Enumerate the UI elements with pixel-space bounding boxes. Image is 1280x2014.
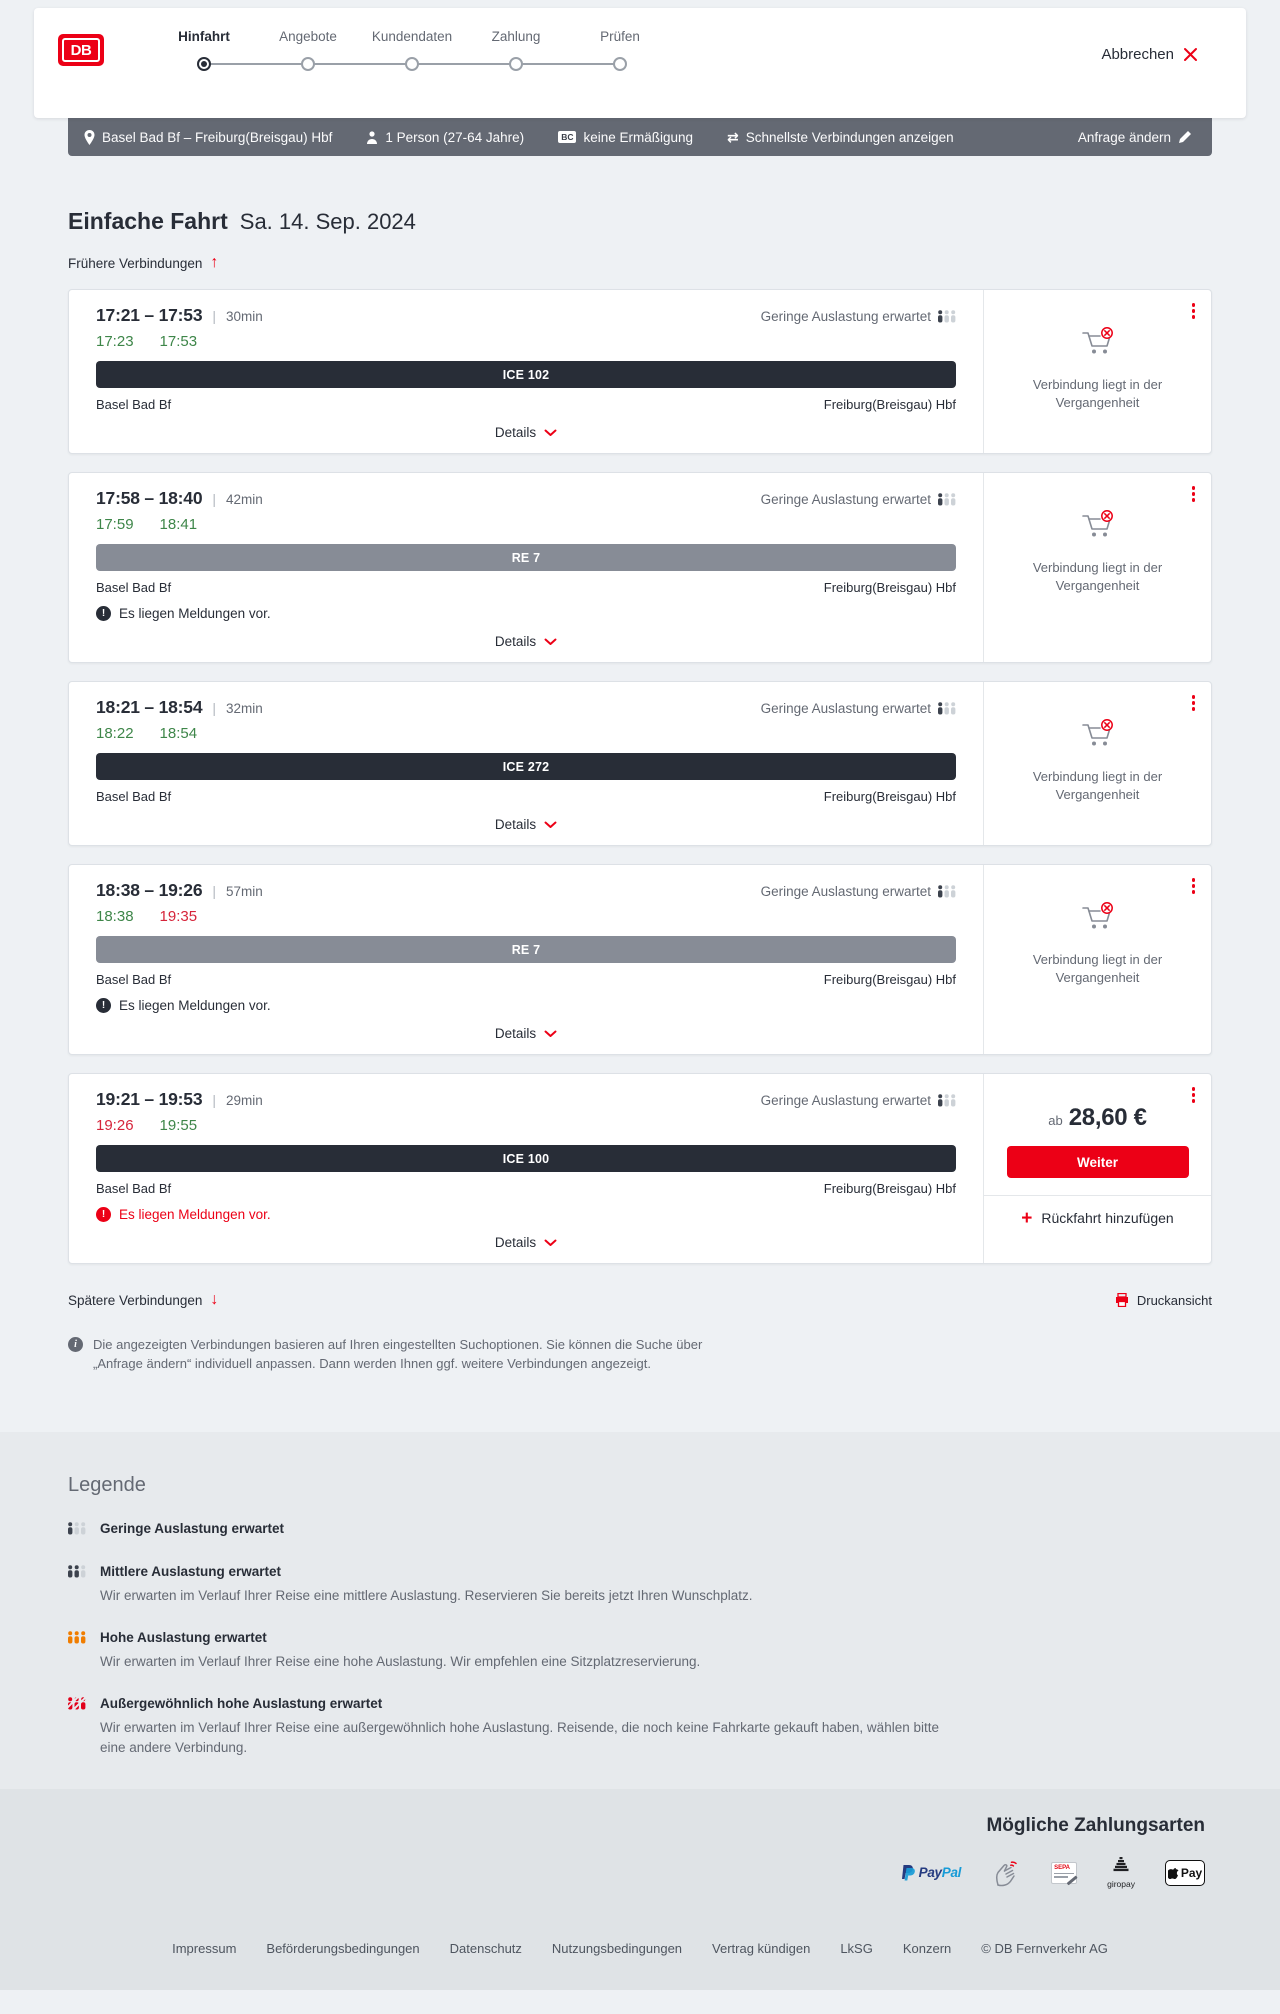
cancel-button[interactable] <box>1101 46 1198 63</box>
occupancy-indicator <box>761 492 956 507</box>
connection-details <box>69 682 983 845</box>
duration: 42min <box>226 492 263 507</box>
route-summary <box>84 130 332 145</box>
realtime-row <box>96 725 956 742</box>
cart-crossed-icon <box>1080 718 1116 750</box>
departure-station: Basel Bad Bf <box>96 972 172 987</box>
occupancy-indicator <box>761 884 956 899</box>
occupancy-icon <box>68 1565 86 1578</box>
occupancy-label: Geringe Auslastung erwartet <box>760 492 931 507</box>
duration: 57min <box>226 884 263 899</box>
departure-station: Basel Bad Bf <box>96 1181 172 1196</box>
message-text: Es liegen Meldungen vor. <box>119 1207 271 1222</box>
cancel-label: Abbrechen <box>1101 46 1174 63</box>
later-connections-label: Spätere Verbindungen <box>68 1292 203 1308</box>
train-segment-bar[interactable]: ICE 272 <box>96 753 956 780</box>
card-menu-button[interactable] <box>1189 483 1199 505</box>
connection-card-2 <box>68 472 1212 663</box>
payment-methods-title: Mögliche Zahlungsarten <box>986 1814 1205 1836</box>
departure-station: Basel Bad Bf <box>96 397 172 412</box>
realtime-row <box>96 908 956 925</box>
price-prefix: ab <box>1048 1113 1063 1128</box>
details-toggle[interactable] <box>495 1235 557 1250</box>
connection-details <box>69 473 983 662</box>
legend-item-label: Mittlere Auslastung erwartet <box>100 1563 282 1579</box>
legend-item-label: Geringe Auslastung erwartet <box>100 1520 285 1536</box>
fastest-connections-toggle[interactable] <box>727 130 954 145</box>
step-dot-2 <box>405 57 419 71</box>
page-title: Einfache Fahrt <box>68 208 228 234</box>
duration: 29min <box>226 1093 263 1108</box>
card-menu-button[interactable] <box>1189 875 1199 897</box>
footer-link-1[interactable]: Impressum <box>172 1940 237 1956</box>
cart-crossed-icon <box>1080 509 1116 541</box>
applepay-badge <box>1165 1860 1205 1886</box>
legend-item-mid <box>68 1564 1212 1606</box>
payment-footer-section <box>0 1789 1280 1990</box>
swap-icon: ⇄ <box>727 129 739 145</box>
occupancy-icon <box>938 702 956 715</box>
occupancy-icon <box>68 1697 86 1710</box>
message-text: Es liegen Meldungen vor. <box>119 998 271 1013</box>
connection-message <box>96 998 956 1013</box>
occupancy-icon <box>68 1522 86 1535</box>
paypal-icon <box>901 1864 916 1881</box>
page-header <box>0 0 1280 118</box>
details-toggle[interactable] <box>495 1026 557 1041</box>
details-label: Details <box>494 1235 537 1250</box>
location-pin-icon <box>84 130 95 145</box>
occupancy-indicator <box>761 309 956 324</box>
footer-link-3[interactable]: Datenschutz <box>449 1940 522 1956</box>
card-menu-button[interactable] <box>1189 300 1199 322</box>
legend-item-low <box>68 1521 1212 1540</box>
step-label-1: Angebote <box>279 29 337 44</box>
sepa-icon <box>1051 1862 1077 1884</box>
chevron-down-icon <box>544 429 557 437</box>
realtime-arrival: 17:53 <box>159 333 198 350</box>
connection-list <box>68 289 1212 1264</box>
print-view-label: Druckansicht <box>1136 1292 1212 1308</box>
realtime-departure: 18:38 <box>96 908 134 925</box>
giropay-icon <box>1113 1857 1129 1873</box>
realtime-arrival: 19:35 <box>159 908 198 925</box>
past-connection-label: Verbindung liegt in der Vergangenheit <box>1032 377 1163 410</box>
realtime-arrival: 18:41 <box>159 516 198 533</box>
duration: 30min <box>226 309 263 324</box>
passenger-summary <box>366 130 524 145</box>
db-logo[interactable] <box>58 34 104 66</box>
connection-side-panel <box>983 473 1211 662</box>
credit-card-icon <box>991 1859 1021 1887</box>
details-toggle[interactable] <box>495 817 557 832</box>
occupancy-label: Geringe Auslastung erwartet <box>760 309 931 324</box>
realtime-arrival: 19:55 <box>159 1117 198 1134</box>
paypal-logo <box>901 1864 962 1881</box>
legend-item-veryhigh <box>68 1696 1212 1759</box>
details-toggle[interactable] <box>495 425 557 440</box>
train-segment-bar[interactable]: RE 7 <box>96 544 956 571</box>
occupancy-label: Geringe Auslastung erwartet <box>760 701 931 716</box>
card-menu-button[interactable] <box>1189 692 1199 714</box>
arrow-down-icon: ↓ <box>210 1291 219 1308</box>
details-label: Details <box>494 425 537 440</box>
earlier-connections-button[interactable] <box>68 255 218 271</box>
footer-link-5[interactable]: Vertrag kündigen <box>712 1940 811 1956</box>
occupancy-icon <box>68 1631 86 1644</box>
details-label: Details <box>494 1026 537 1041</box>
departure-station: Basel Bad Bf <box>96 580 172 595</box>
add-return-label: Rückfahrt hinzufügen <box>1041 1210 1174 1226</box>
warning-icon: ! <box>96 998 111 1013</box>
separator: | <box>212 700 217 716</box>
past-connection-box <box>984 682 1211 803</box>
time-range: 18:38 – 19:26 <box>96 880 203 900</box>
connection-card-5 <box>68 1073 1212 1264</box>
payment-methods-row <box>75 1857 1205 1889</box>
separator: | <box>212 1092 217 1108</box>
paypal-text-1: Pay <box>918 1865 942 1881</box>
step-dot-1 <box>301 57 315 71</box>
occupancy-icon <box>938 493 956 506</box>
connection-side-panel <box>983 290 1211 453</box>
message-text: Es liegen Meldungen vor. <box>119 606 271 621</box>
close-icon <box>1183 47 1198 62</box>
occupancy-icon <box>938 310 956 323</box>
footer-link-7[interactable]: Konzern <box>902 1940 952 1956</box>
cart-crossed-icon <box>1080 901 1116 933</box>
time-range: 19:21 – 19:53 <box>96 1089 203 1109</box>
legend-item-label: Außergewöhnlich hohe Auslastung erwartet <box>100 1696 383 1712</box>
chevron-down-icon <box>544 1030 557 1038</box>
past-connection-box <box>984 290 1211 411</box>
legend-item-label: Hohe Auslastung erwartet <box>100 1629 267 1645</box>
occupancy-high-icon <box>68 1630 90 1649</box>
query-summary-bar <box>68 118 1212 156</box>
discount-text: keine Ermäßigung <box>583 129 694 145</box>
legend-title: Legende <box>68 1473 146 1496</box>
footer-link-2[interactable]: Beförderungsbedingungen <box>266 1940 420 1956</box>
past-connection-box <box>984 473 1211 594</box>
price-value: 28,60 € <box>1068 1104 1147 1131</box>
main-content <box>68 208 1212 1374</box>
legend-section <box>0 1432 1280 1789</box>
realtime-arrival: 18:54 <box>159 725 198 742</box>
occupancy-icon <box>938 1094 956 1107</box>
occupancy-indicator <box>761 701 956 716</box>
connection-message <box>96 606 956 621</box>
occupancy-veryhigh-icon <box>68 1696 90 1715</box>
realtime-departure: 18:22 <box>96 725 134 742</box>
connection-side-panel <box>983 865 1211 1054</box>
step-dot-0 <box>197 57 211 71</box>
continue-button[interactable]: Weiter <box>1007 1146 1189 1178</box>
giropay-label: giropay <box>1107 1878 1135 1889</box>
person-icon <box>366 131 378 144</box>
arrival-station: Freiburg(Breisgau) Hbf <box>823 1181 956 1196</box>
legend-item-desc: Wir erwarten im Verlauf Ihrer Reise eine außergewöhnlich hohe Auslastung. Reisende, die noch keine Fahrkarte gekauft haben, wählen bitte eine andere Verbindung. <box>100 1720 939 1756</box>
arrival-station: Freiburg(Breisgau) Hbf <box>823 580 956 595</box>
connection-card-3 <box>68 681 1212 846</box>
applepay-label: Pay <box>1180 1865 1203 1880</box>
occupancy-label: Geringe Auslastung erwartet <box>760 884 931 899</box>
route-text: Basel Bad Bf – Freiburg(Breisgau) Hbf <box>102 129 333 145</box>
arrival-station: Freiburg(Breisgau) Hbf <box>823 789 956 804</box>
realtime-departure: 17:23 <box>96 333 134 350</box>
details-label: Details <box>494 634 537 649</box>
separator: | <box>212 308 217 324</box>
connection-message <box>96 1207 956 1222</box>
legend-item-desc: Wir erwarten im Verlauf Ihrer Reise eine hohe Auslastung. Wir empfehlen eine Sitzplatzreservierung. <box>100 1653 701 1669</box>
footer-link-6[interactable]: LkSG <box>840 1940 873 1956</box>
duration: 32min <box>226 701 263 716</box>
past-connection-box <box>984 865 1211 986</box>
cart-crossed-icon <box>1080 326 1116 358</box>
pencil-icon <box>1178 130 1192 144</box>
train-segment-bar[interactable]: ICE 100 <box>96 1145 956 1172</box>
realtime-departure: 17:59 <box>96 516 134 533</box>
past-connection-label: Verbindung liegt in der Vergangenheit <box>1032 952 1163 985</box>
past-connection-label: Verbindung liegt in der Vergangenheit <box>1032 560 1163 593</box>
price-box <box>984 1074 1211 1178</box>
search-options-hint <box>68 1336 1212 1374</box>
print-view-button[interactable] <box>1115 1293 1212 1308</box>
chevron-down-icon <box>544 1239 557 1247</box>
warning-icon: ! <box>96 1207 111 1222</box>
chevron-down-icon <box>544 638 557 646</box>
sepa-label: SEPA <box>1054 1864 1071 1871</box>
travel-date: Sa. 14. Sep. 2024 <box>239 209 416 234</box>
realtime-departure: 19:26 <box>96 1117 134 1134</box>
legend-item-high <box>68 1630 1212 1672</box>
footer-link-4[interactable]: Nutzungsbedingungen <box>551 1940 683 1956</box>
separator: | <box>212 491 217 507</box>
separator: | <box>212 883 217 899</box>
arrival-station: Freiburg(Breisgau) Hbf <box>823 397 956 412</box>
details-label: Details <box>494 817 537 832</box>
booking-stepper <box>152 28 672 73</box>
time-range: 17:21 – 17:53 <box>96 305 203 325</box>
later-connections-button[interactable] <box>68 1292 218 1308</box>
step-label-3: Zahlung <box>491 29 541 44</box>
time-range: 17:58 – 18:40 <box>96 488 203 508</box>
connection-details <box>69 865 983 1054</box>
card-menu-button[interactable] <box>1189 1084 1199 1106</box>
occupancy-low-icon <box>68 1521 90 1540</box>
occupancy-mid-icon <box>68 1564 90 1583</box>
page-title-row <box>68 208 1212 235</box>
departure-station: Basel Bad Bf <box>96 789 172 804</box>
header-card <box>34 8 1246 118</box>
connection-card-1 <box>68 289 1212 454</box>
passenger-text: 1 Person (27-64 Jahre) <box>385 129 525 145</box>
add-return-button[interactable] <box>984 1196 1211 1240</box>
db-logo-text: DB <box>62 38 100 62</box>
details-toggle[interactable] <box>495 634 557 649</box>
paypal-text-2: Pal <box>941 1865 962 1881</box>
plus-icon: + <box>1021 1207 1033 1229</box>
connection-card-4 <box>68 864 1212 1055</box>
copyright-text: © DB Fernverkehr AG <box>981 1940 1108 1956</box>
occupancy-indicator <box>761 1093 956 1108</box>
realtime-row <box>96 1117 956 1134</box>
connection-details <box>69 290 983 453</box>
warning-icon: ! <box>96 606 111 621</box>
fastest-text: Schnellste Verbindungen anzeigen <box>745 129 954 145</box>
step-label-4: Prüfen <box>600 29 640 44</box>
connection-details <box>69 1074 983 1263</box>
legend-item-desc: Wir erwarten im Verlauf Ihrer Reise eine mittlere Auslastung. Reservieren Sie bereits jetzt Ihren Wunschplatz. <box>100 1587 753 1603</box>
bahncard-icon: BC <box>558 131 576 143</box>
connection-side-panel <box>983 1074 1211 1263</box>
step-dot-4 <box>613 57 627 71</box>
realtime-row <box>96 516 956 533</box>
search-options-hint-text: Die angezeigten Verbindungen basieren auf Ihren eingestellten Suchoptionen. Sie können die Suche über „Anfrage ändern“ individuell anpassen. Dann werden Ihnen ggf. weitere Verbindungen angezeigt. <box>93 1337 703 1371</box>
train-segment-bar[interactable]: ICE 102 <box>96 361 956 388</box>
chevron-down-icon <box>544 821 557 829</box>
step-label-0: Hinfahrt <box>178 29 230 44</box>
step-label-2: Kundendaten <box>371 29 453 44</box>
edit-request-label: Anfrage ändern <box>1077 129 1171 145</box>
realtime-row <box>96 333 956 350</box>
arrow-up-icon: ↑ <box>210 254 219 271</box>
occupancy-label: Geringe Auslastung erwartet <box>760 1093 931 1108</box>
arrival-station: Freiburg(Breisgau) Hbf <box>823 972 956 987</box>
discount-summary <box>558 130 693 145</box>
edit-request-button[interactable] <box>1078 130 1192 145</box>
footer-links <box>75 1941 1205 1956</box>
train-segment-bar[interactable]: RE 7 <box>96 936 956 963</box>
printer-icon <box>1115 1293 1129 1307</box>
connection-side-panel <box>983 682 1211 845</box>
past-connection-label: Verbindung liegt in der Vergangenheit <box>1032 769 1163 802</box>
step-dot-3 <box>509 57 523 71</box>
earlier-connections-label: Frühere Verbindungen <box>68 255 203 271</box>
info-icon: i <box>68 1337 83 1352</box>
giropay-logo <box>1107 1857 1135 1889</box>
occupancy-icon <box>938 885 956 898</box>
time-range: 18:21 – 18:54 <box>96 697 203 717</box>
apple-icon <box>1168 1866 1179 1879</box>
